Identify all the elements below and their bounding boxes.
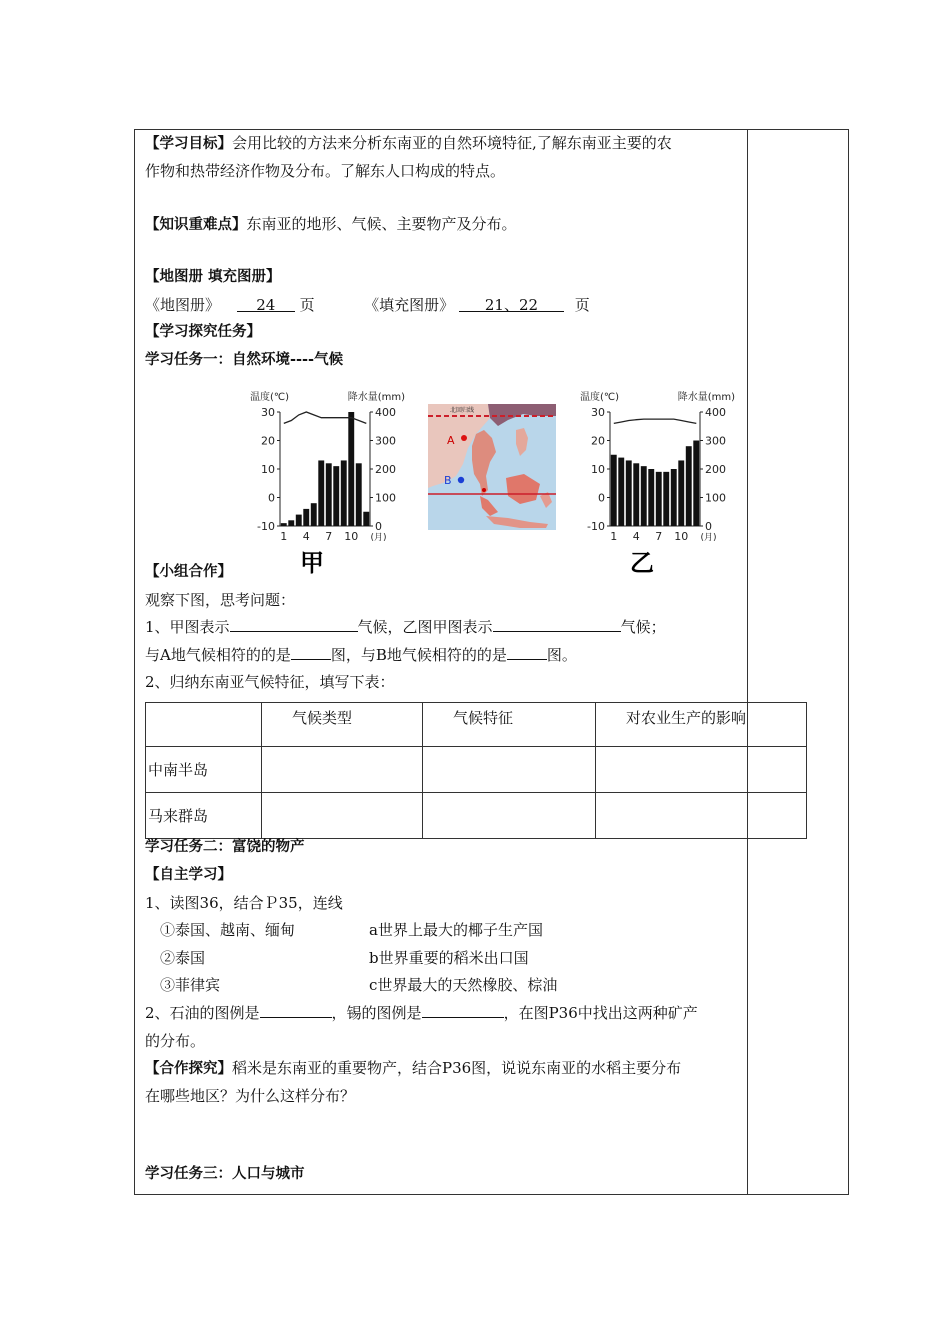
group-intro: 观察下图，思考问题： (145, 591, 296, 609)
month-tick-label: 10 (344, 530, 359, 543)
precip-tick-label: 0 (705, 520, 712, 533)
q1-blank-a[interactable] (291, 659, 331, 660)
map-note: 北回归线 (450, 407, 475, 414)
precip-axis-title: 降水量(mm) (677, 392, 735, 403)
city-dot (482, 488, 486, 492)
month-unit-label: (月) (700, 533, 717, 543)
precip-tick-label: 200 (705, 463, 726, 476)
precip-bar (663, 472, 669, 526)
match-left-item: ②泰国 (160, 949, 206, 967)
precip-bar (626, 460, 632, 526)
fill-page-blank: 21、22 (459, 295, 564, 312)
table-row-label: 中南半岛 (146, 747, 262, 793)
explore-line1: 【合作探究】稻米是东南亚的重要物产，结合P36图，说说东南亚的水稻主要分布 (145, 1059, 682, 1077)
point-b-label: B (444, 474, 452, 487)
precip-bar (686, 446, 692, 526)
precip-bar (641, 466, 647, 526)
table-cell[interactable] (423, 747, 596, 793)
self-study-q2-cont: 的分布。 (145, 1032, 206, 1050)
table-cell[interactable] (596, 793, 807, 839)
task-heading: 【学习探究任务】 (145, 324, 261, 340)
climate-table (145, 702, 807, 839)
match-right-item: c世界最大的天然橡胶、棕油 (369, 976, 558, 994)
objective-line1: 【学习目标】会用比较的方法来分析东南亚的自然环境特征,了解东南亚主要的农 (145, 134, 672, 152)
month-tick-label: 4 (302, 530, 310, 543)
precip-tick-label: 0 (375, 520, 382, 533)
precip-tick-label: 400 (375, 406, 396, 419)
climate-chart-jia (250, 386, 405, 576)
precip-bar (333, 466, 339, 526)
temp-tick-label: 0 (598, 491, 605, 505)
precip-bar (693, 441, 699, 527)
match-left-item: ①泰国、越南、缅甸 (160, 921, 296, 939)
table-row-label: 马来群岛 (146, 793, 262, 839)
group-heading: 【小组合作】 (145, 564, 232, 580)
table-row (146, 793, 807, 839)
task1-title: 学习任务一：自然环境----气候 (145, 352, 344, 368)
temp-tick-label: 20 (591, 434, 605, 448)
group-q2: 2、归纳东南亚气候特征，填写下表： (145, 673, 395, 691)
table-header-cell: 气候特征 (423, 703, 596, 747)
precip-axis-title: 降水量(mm) (347, 392, 405, 403)
precip-bar (656, 472, 662, 526)
temp-tick-label: 20 (261, 434, 275, 448)
table-cell[interactable] (262, 793, 423, 839)
atlas-heading: 【地图册 填充图册】 (145, 269, 281, 285)
table-cell[interactable] (423, 793, 596, 839)
precip-bar (281, 523, 287, 526)
self-study-q2: 2、石油的图例是 ，锡的图例是 ，在图P36中找出这两种矿产 (145, 1004, 698, 1022)
match-left-item: ③菲律宾 (160, 976, 221, 994)
objective-line2: 作物和热带经济作物及分布。了解东人口构成的特点。 (145, 162, 506, 180)
precip-bar (356, 463, 362, 526)
group-q1-line1: 1、甲图表示 气候，乙图甲图表示 气候； (145, 618, 666, 636)
temp-axis-title: 温度(℃) (580, 392, 620, 403)
table-header-cell: 气候类型 (262, 703, 423, 747)
month-unit-label: (月) (370, 533, 387, 543)
group-q1-line2: 与A地气候相符的的是 图，与B地气候相符的的是 图。 (145, 646, 577, 664)
precip-bar (648, 469, 654, 526)
precip-bar (348, 412, 354, 526)
precip-bar (611, 455, 617, 526)
southeast-asia-map (428, 404, 556, 530)
precip-tick-label: 100 (705, 491, 726, 505)
climate-chart-yi (580, 386, 735, 576)
atlas-pages: 《地图册》 24 页 《填充图册》 21、22 页 (145, 296, 590, 314)
month-tick-label: 7 (655, 530, 663, 543)
task3-title: 学习任务三：人口与城市 (145, 1166, 305, 1182)
temp-tick-label: 10 (591, 463, 605, 476)
precip-tick-label: 300 (705, 434, 726, 448)
tin-legend-blank[interactable] (422, 1017, 504, 1018)
month-tick-label: 7 (325, 530, 333, 543)
precip-bar (363, 512, 369, 526)
point-a-label: A (447, 434, 455, 447)
precip-bar (671, 469, 677, 526)
point-a-marker (461, 435, 467, 441)
precip-bar (303, 509, 309, 526)
precip-bar (633, 463, 639, 526)
precip-tick-label: 100 (375, 491, 396, 505)
month-tick-label: 1 (610, 530, 618, 543)
precip-bar (311, 503, 317, 526)
point-b-marker (458, 477, 464, 483)
temp-tick-label: 0 (268, 491, 275, 505)
month-tick-label: 4 (632, 530, 640, 543)
month-tick-label: 1 (280, 530, 288, 543)
precip-tick-label: 400 (705, 406, 726, 419)
task2-title: 学习任务二：富饶的物产 (145, 839, 305, 855)
self-study-heading: 【自主学习】 (145, 867, 232, 883)
temp-tick-label: -10 (587, 520, 605, 533)
table-header-cell: 对农业生产的影响 (596, 703, 807, 747)
chart-label: 乙 (630, 549, 654, 576)
precip-bar (296, 515, 302, 526)
table-cell[interactable] (262, 747, 423, 793)
oil-legend-blank[interactable] (260, 1017, 332, 1018)
self-study-q1: 1、读图36，结合Ｐ35，连线 (145, 894, 343, 912)
table-cell[interactable] (596, 747, 807, 793)
table-header-cell (146, 703, 262, 747)
temp-tick-label: 30 (261, 406, 275, 419)
q1-blank-jia[interactable] (230, 631, 358, 632)
precip-tick-label: 200 (375, 463, 396, 476)
atlas-page-blank: 24 (237, 295, 295, 312)
precip-bar (326, 463, 332, 526)
temp-axis-title: 温度(℃) (250, 392, 290, 403)
key-points: 【知识重难点】东南亚的地形、气候、主要物产及分布。 (145, 215, 517, 233)
right-column-divider (747, 129, 748, 1195)
table-header-row (146, 703, 807, 747)
q1-blank-yi[interactable] (493, 631, 621, 632)
temp-tick-label: 10 (261, 463, 275, 476)
precip-bar (341, 460, 347, 526)
explore-line2: 在哪些地区？为什么这样分布？ (145, 1087, 356, 1105)
match-right-item: b世界重要的稻米出口国 (369, 949, 529, 967)
temp-tick-label: 30 (591, 406, 605, 419)
precip-tick-label: 300 (375, 434, 396, 448)
month-tick-label: 10 (674, 530, 689, 543)
temp-tick-label: -10 (257, 520, 275, 533)
precip-bar (318, 460, 324, 526)
precip-bar (618, 458, 624, 526)
match-right-item: a世界上最大的椰子生产国 (369, 921, 543, 939)
temp-line (614, 419, 697, 423)
table-row (146, 747, 807, 793)
precip-bar (678, 460, 684, 526)
chart-label: 甲 (300, 549, 324, 576)
q1-blank-b[interactable] (507, 659, 547, 660)
objective-label: 【学习目标】 (145, 136, 232, 152)
precip-bar (288, 520, 294, 526)
